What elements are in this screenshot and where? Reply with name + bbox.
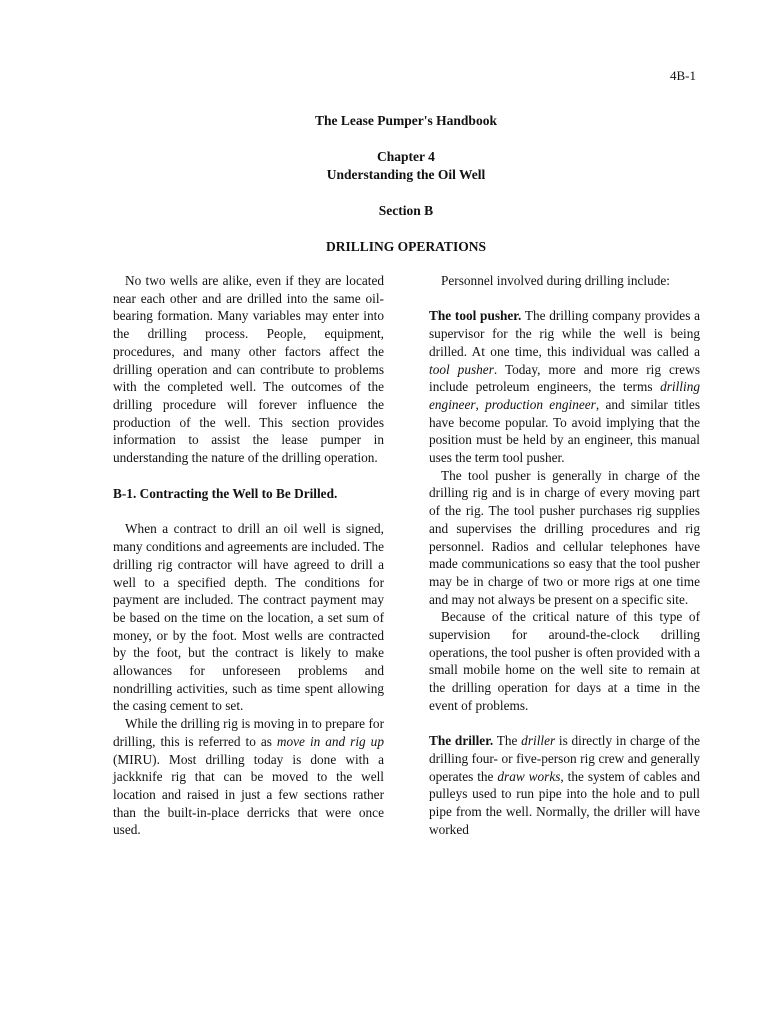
document-header — [0, 112, 768, 256]
drilling-engineer-term: drilling engineer — [429, 379, 700, 412]
tool-pusher-term: tool pusher — [429, 361, 494, 377]
page-number: 4B-1 — [670, 68, 696, 83]
tool-pusher-label: The tool pusher. — [429, 308, 522, 324]
driller-text-c: , the system of cables and pulleys used to run pipe into the hole and to pull pipe from the well. Normally, the driller will have worked — [429, 768, 701, 837]
book-title: The Lease Pumper's Handbook — [315, 113, 497, 128]
tool-pusher-text-c: , — [475, 396, 486, 412]
contract-paragraph: When a contract to drill an oil well is signed, many conditions and agreements are included. The drilling rig contractor will have agreed to drill a well to a specified depth. The conditions for payment are included. The contract payment may be based on the time on the location, a set sum of money, or by the foot. Most wells are contracted by the foot, but the contract is likely to make allowances for unforeseen problems and nondrilling activities, such as time spent allowing the casing cement to set. — [113, 521, 384, 714]
tool-pusher-text-d: , and similar titles have become popular. To avoid implying that the position must be held by an engineer, this manual uses the term tool pusher. — [429, 396, 700, 466]
section-title: DRILLING OPERATIONS — [326, 239, 486, 254]
production-engineer-term: production engineer — [485, 396, 596, 412]
tool-pusher-text-a: The drilling company provides a supervisor for the rig while the well is being drilled. At one time, this individual was called a — [429, 308, 700, 359]
intro-paragraph: No two wells are alike, even if they are located near each other and are drilled into the same oil-bearing formation. Many variables may enter into the drilling process. People, equipment, procedures, and many other factors affect the drilling operation and can contribute to problems with the completed well. The outcomes of the drilling procedure will forever influence the production of the well. This section provides information to assist the lease pumper in understanding the nature of the drilling operation. — [113, 273, 384, 466]
driller-paragraph — [429, 732, 700, 838]
driller-label: The driller. — [429, 733, 494, 749]
right-column — [429, 272, 700, 838]
section-number: Section B — [378, 203, 434, 218]
miru-text-a: While the drilling rig is moving in to prepare for drilling, this is referred to as — [113, 716, 384, 749]
tool-pusher-supervision-paragraph: Because of the critical nature of this type of supervision for around-the-clock drilling operations, the tool pusher is often provided with a small mobile home on the well site to remain at the drilling operation for days at a time in the event of problems. — [429, 609, 700, 713]
draw-works-term: draw works — [497, 768, 561, 784]
tool-pusher-paragraph — [429, 307, 700, 466]
tool-pusher-duties-paragraph: The tool pusher is generally in charge of the drilling rig and is in charge of every moving part of the rig. The tool pusher purchases rig supplies and supervises the drilling procedures and rig personnel. Radios and cellular telephones have made communications so easy that the tool pusher may be in charge of two or more rigs at one time and may not always be present on a specific site. — [429, 467, 700, 607]
driller-text-a: The — [493, 733, 522, 749]
miru-paragraph — [113, 715, 384, 839]
chapter-title: Understanding the Oil Well — [326, 167, 486, 182]
left-column — [113, 272, 384, 839]
tool-pusher-text-b: . Today, more and more rig crews include petroleum engineers, the terms — [429, 361, 700, 395]
driller-term: driller — [521, 733, 556, 749]
driller-text-b: is directly in charge of the drilling four- or five-person rig crew and generally operates the — [429, 733, 701, 784]
personnel-intro: Personnel involved during drilling include: — [441, 273, 670, 288]
heading-b1: B-1. Contracting the Well to Be Drilled. — [113, 485, 338, 501]
miru-text-b: (MIRU). Most drilling today is done with a jackknife rig that can be moved to the well location and raised in just a few sections rather than the built-in-place derricks that were once used. — [113, 751, 384, 838]
chapter-number: Chapter 4 — [377, 149, 435, 164]
miru-term: move in and rig up — [276, 733, 384, 749]
